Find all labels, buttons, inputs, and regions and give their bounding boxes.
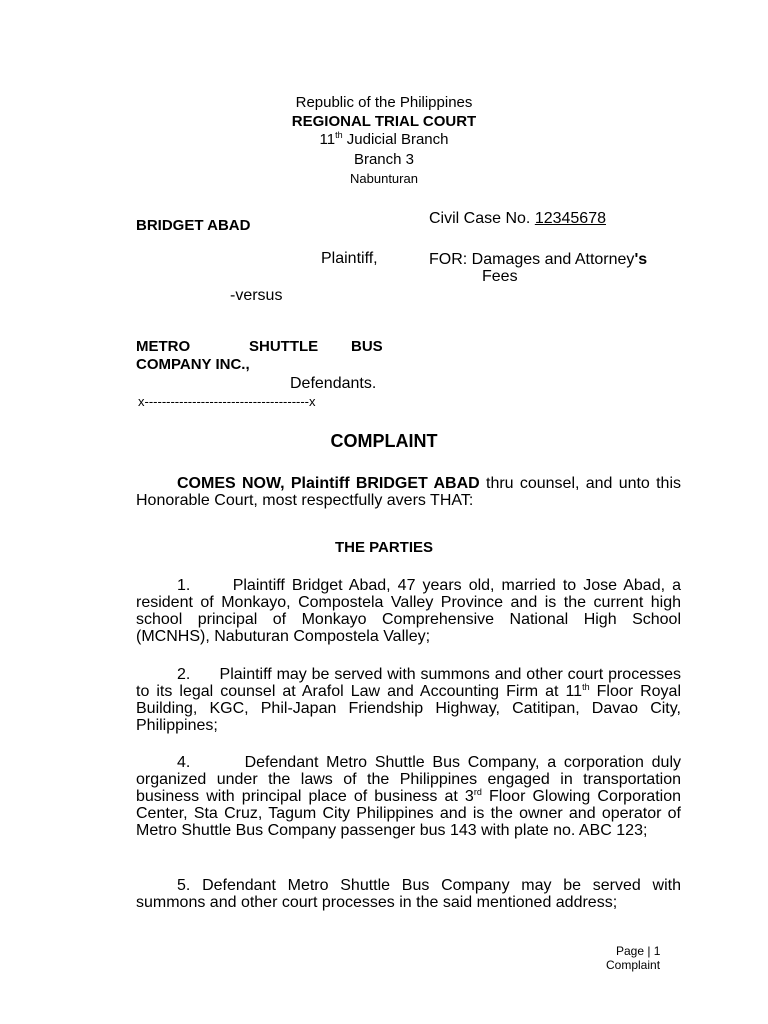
branch-number: 11 [319, 131, 336, 148]
paragraph-2-sup: th [582, 682, 590, 692]
civil-case-label: Civil Case No. [429, 210, 535, 227]
for-continuation: Fees [482, 268, 518, 285]
versus-label: -versus [230, 287, 283, 304]
footer-label: Complaint [606, 958, 661, 972]
paragraph-5: 5. Defendant Metro Shuttle Bus Company may be served with summons and other court processes in the said mentioned address; [136, 877, 681, 911]
for-line [429, 251, 647, 269]
defendant-word-2: SHUTTLE [249, 338, 319, 355]
civil-case-line [429, 210, 606, 228]
defendant-word-1: METRO [136, 338, 191, 355]
paragraph-1: 1. Plaintiff Bridget Abad, 47 years old, married to Jose Abad, a resident of Monkayo, Compostela Valley Province and is the current high school principal of Monkayo Comprehensive National High School (MCNHS), Nabuturan Compostela Valley; [136, 577, 686, 645]
branch-number-suffix: th [335, 130, 343, 140]
republic-line: Republic of the Philippines [295, 94, 473, 111]
for-apostrophe: 's [634, 251, 648, 268]
judicial-branch-line [0, 131, 768, 148]
for-label: FOR: Damages and Attorney [429, 251, 635, 268]
paragraph-4-sup: rd [473, 787, 482, 797]
section-heading-parties: THE PARTIES [334, 539, 434, 556]
paragraph-2 [136, 666, 686, 734]
footer-page-number: Page | 1 [616, 944, 661, 958]
civil-case-number: 12345678 [534, 210, 606, 227]
document-title: COMPLAINT [330, 431, 438, 451]
intro-paragraph [136, 475, 681, 509]
defendant-role: Defendants. [290, 375, 377, 392]
paragraph-4-part-a: 4. Defendant Metro Shuttle Bus Company, a corporation duly organized under the laws of the Philippines engaged in transportation business with principal place of business at 3 [136, 754, 686, 805]
plaintiff-role: Plaintiff, [321, 250, 378, 267]
paragraph-2-part-a: 2. Plaintiff may be served with summons and other court processes to its legal counsel at Arafol Law and Accounting Firm at 11 [136, 666, 686, 700]
place-line: Nabunturan [350, 171, 418, 186]
plaintiff-name: BRIDGET ABAD [136, 217, 251, 234]
branch-line: Branch 3 [353, 151, 415, 168]
paragraph-4-part-b: Floor Glowing Corporation Center, Sta Cruz, Tagum City Philippines and is the owner and operator of Metro Shuttle Bus Company passenger bus 143 with plate no. ABC 123; [136, 788, 686, 839]
caption-divider: x--------------------------------------x [138, 394, 316, 409]
intro-bold: COMES NOW, Plaintiff BRIDGET ABAD [177, 475, 480, 492]
intro-rest: thru counsel, and unto this Honorable Court, most respectfully avers THAT: [136, 475, 682, 509]
court-name: REGIONAL TRIAL COURT [291, 113, 477, 130]
branch-label: Judicial Branch [342, 131, 449, 148]
defendant-word-3: BUS [351, 338, 383, 355]
paragraph-2-part-b: Floor Royal Building, KGC, Phil-Japan Friendship Highway, Catitipan, Davao City, Philippines; [136, 683, 686, 734]
paragraph-4 [136, 754, 686, 839]
defendant-line-2: COMPANY INC., [136, 356, 250, 373]
